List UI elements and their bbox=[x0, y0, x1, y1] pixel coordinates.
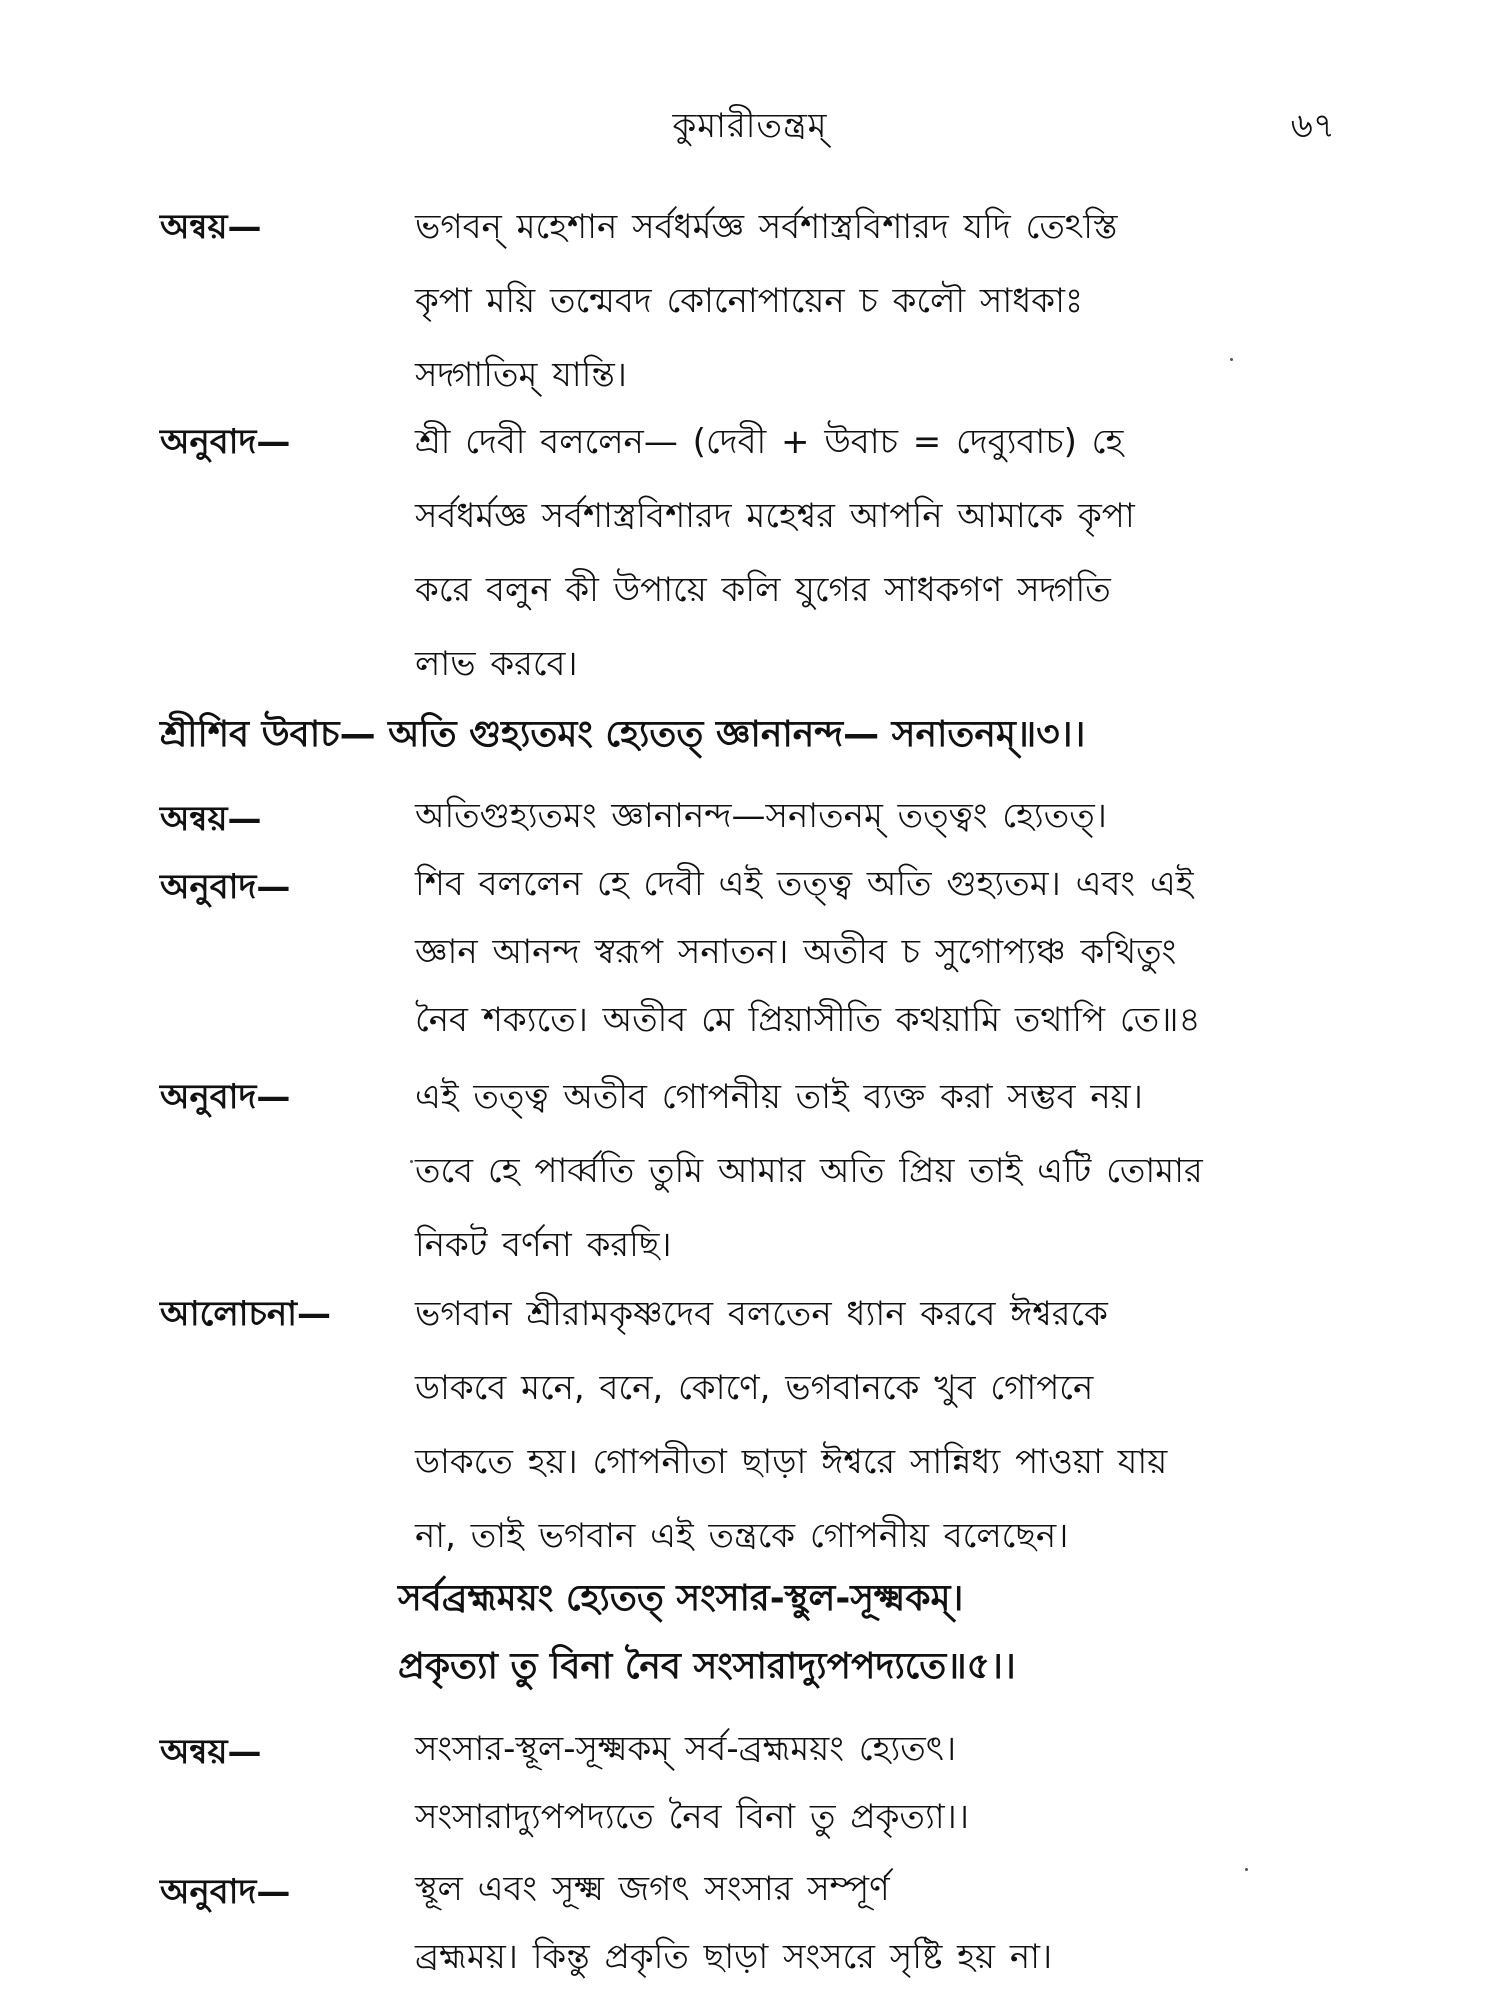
scan-speck bbox=[410, 1160, 413, 1163]
verse-line: প্রকৃত্যা তু বিনা নৈব সংসারাদ্যুপপদ্যতে॥৫।। bbox=[398, 1646, 1016, 1687]
anuvad-entry-4 bbox=[160, 1855, 1355, 1991]
anvaya-text bbox=[415, 782, 1355, 850]
anuvad-text bbox=[415, 1855, 1355, 1991]
anuvad-entry-3 bbox=[160, 1060, 1355, 1282]
anvaya-label: অন্বয়— bbox=[160, 1732, 262, 1772]
anvaya-text bbox=[415, 190, 1355, 412]
text-line: সংসারাদ্যুপপদ্যতে নৈব বিনা তু প্রকৃত্যা।। bbox=[415, 1797, 969, 1837]
text-line: ভগবান শ্রীরামকৃষ্ণদেব বলতেন ধ্যান করবে ঈশ্বরকে bbox=[415, 1294, 1108, 1334]
anuvad-label: অনুবাদ— bbox=[160, 1872, 291, 1912]
scan-speck bbox=[1230, 358, 1233, 361]
text-line: নৈব শক্যতে। অতীব মে প্রিয়াসীতি কথয়ামি তথাপি তে॥৪ bbox=[415, 1000, 1201, 1040]
anvaya-entry-2 bbox=[160, 782, 1355, 850]
anvaya-label: অন্বয়— bbox=[160, 799, 262, 839]
text-line: অতিগুহ্যতমং জ্ঞানানন্দ—সনাতনম্ তত্ত্বং হ্যেতত্। bbox=[415, 796, 1107, 836]
verse-5 bbox=[398, 1565, 1016, 1701]
text-line: জ্ঞান আনন্দ স্বরূপ সনাতন। অতীব চ সুগোপ্যঞ্চ কথিতুং bbox=[415, 932, 1177, 972]
anvaya-entry-1 bbox=[160, 190, 1355, 412]
text-line: স্থূল এবং সূক্ষ্ম জগৎ সংসার সম্পূর্ণ bbox=[415, 1869, 890, 1909]
anuvad-text bbox=[415, 405, 1355, 701]
text-line: তবে হে পার্ব্বতি তুমি আমার অতি প্রিয় তাই এটি তোমার bbox=[415, 1151, 1203, 1191]
text-line: এই তত্ত্ব অতীব গোপনীয় তাই ব্যক্ত করা সম্ভব নয়। bbox=[415, 1077, 1143, 1117]
text-line: ব্রহ্মময়। কিন্তু প্রকৃতি ছাড়া সংসরে সৃষ্টি হয় না। bbox=[415, 1937, 1053, 1977]
text-line: করে বলুন কী উপায়ে কলি যুগের সাধকগণ সদ্গতি bbox=[415, 570, 1111, 610]
text-line: না, তাই ভগবান এই তন্ত্রকে গোপনীয় বলেছেন। bbox=[415, 1516, 1069, 1556]
page-number: ৬৭ bbox=[1290, 106, 1335, 146]
text-line: ডাকবে মনে, বনে, কোণে, ভগবানকে খুব গোপনে bbox=[415, 1368, 1094, 1408]
scan-speck bbox=[1245, 1868, 1248, 1871]
anvaya-entry-3 bbox=[160, 1715, 1355, 1851]
anuvad-text bbox=[415, 1060, 1355, 1282]
text-line: নিকট বর্ণনা করছি। bbox=[415, 1225, 672, 1265]
alochana-entry bbox=[160, 1277, 1355, 1573]
alochana-text bbox=[415, 1277, 1355, 1573]
alochana-label: আলোচনা— bbox=[160, 1294, 332, 1334]
text-line: কৃপা ময়ি তন্মেবদ কোনোপায়েন চ কলৌ সাধকাঃ bbox=[415, 281, 1084, 321]
anuvad-entry-1 bbox=[160, 405, 1355, 701]
verse-line: সর্বব্রহ্মময়ং হ্যেতত্ সংসার-স্থুল-সূক্ষ্মকম্। bbox=[398, 1578, 964, 1619]
anvaya-label: অন্বয়— bbox=[160, 207, 262, 247]
text-line: সর্বধর্মজ্ঞ সর্বশাস্ত্রবিশারদ মহেশ্বর আপনি আমাকে কৃপা bbox=[415, 496, 1135, 536]
anuvad-text bbox=[415, 850, 1355, 1054]
text-line: শিব বললেন হে দেবী এই তত্ত্ব অতি গুহ্যতম। এবং এই bbox=[415, 864, 1194, 904]
anuvad-label: অনুবাদ— bbox=[160, 1077, 291, 1117]
anvaya-text bbox=[415, 1715, 1355, 1851]
running-title: কুমারীতন্ত্রম্ bbox=[672, 106, 828, 146]
anuvad-label: অনুবাদ— bbox=[160, 422, 291, 462]
anuvad-entry-2 bbox=[160, 850, 1355, 1054]
text-line: সদ্গাতিম্ যান্তি। bbox=[415, 355, 627, 395]
verse-3: শ্রীশিব উবাচ— অতি গুহ্যতমং হ্যেতত্ জ্ঞানানন্দ— সনাতনম্॥৩।। bbox=[160, 714, 1086, 755]
text-line: সংসার-স্থূল-সূক্ষ্মকম্ সর্ব-ব্রহ্মময়ং হ্যেতৎ। bbox=[415, 1729, 957, 1769]
text-line: শ্রী দেবী বললেন— (দেবী + উবাচ = দেব্যুবাচ) হে bbox=[415, 422, 1124, 462]
anuvad-label: অনুবাদ— bbox=[160, 867, 291, 907]
text-line: ডাকতে হয়। গোপনীতা ছাড়া ঈশ্বরে সান্নিধ্য পাওয়া যায় bbox=[415, 1442, 1168, 1482]
text-line: লাভ করবে। bbox=[415, 644, 578, 684]
text-line: ভগবন্ মহেশান সর্বধর্মজ্ঞ সর্বশাস্ত্রবিশারদ যদি তেঽস্তি bbox=[415, 207, 1118, 247]
